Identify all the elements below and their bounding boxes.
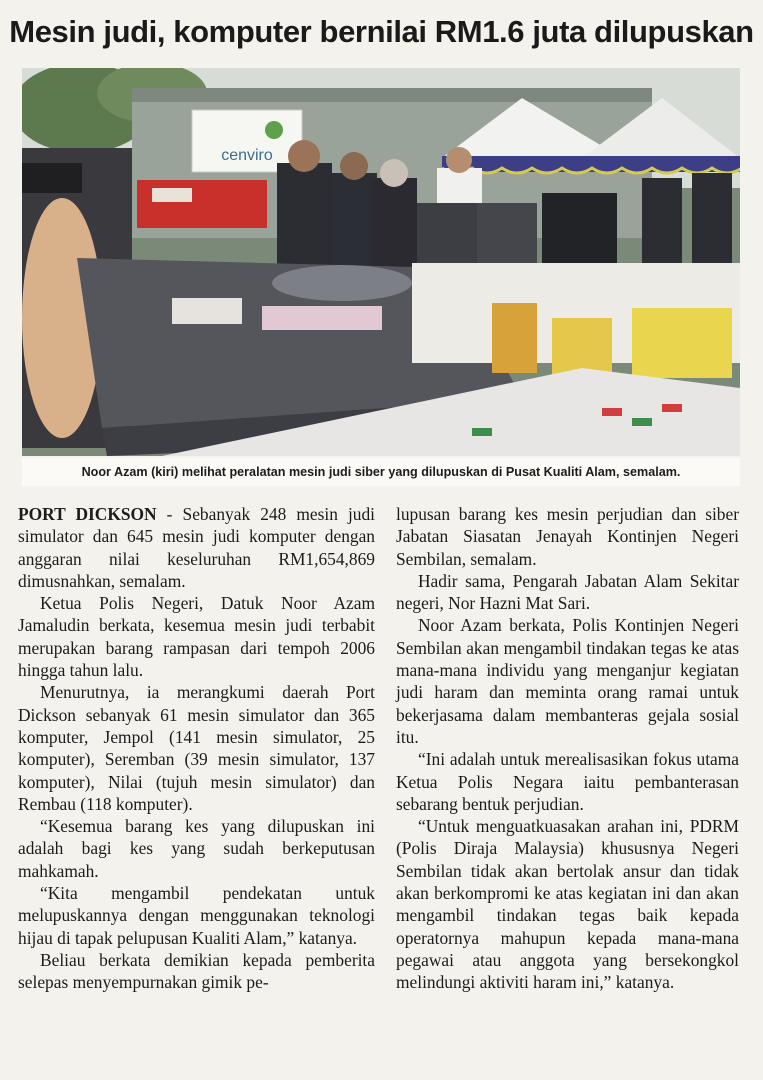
article-paragraph: Ketua Polis Negeri, Datuk Noor Azam Jamaludin berkata, kesemua mesin judi terbabit merupakan barang rampasan dari tempoh 2006 hingga tahun lalu. — [18, 593, 375, 681]
article-column-right — [396, 503, 739, 994]
photo-caption: Noor Azam (kiri) melihat peralatan mesin judi siber yang dilupuskan di Pusat Kualiti Alam, semalam. — [22, 458, 740, 486]
article-paragraph: Menurutnya, ia merangkumi daerah Port Dickson sebanyak 61 mesin simulator dan 365 komputer, Jempol (141 mesin simulator, 25 komputer), Seremban (39 mesin simulator, 137 komputer), Nilai (tujuh mesin simulator) dan Rembau (118 komputer). — [18, 682, 375, 814]
camera-icon — [22, 163, 82, 193]
computer-monitor — [542, 193, 617, 263]
article-paragraph: “Ini adalah untuk merealisasikan fokus utama Ketua Polis Negara iaitu pembanterasan sebarang bentuk perjudian. — [396, 749, 739, 814]
news-photo-illustration — [22, 68, 740, 456]
cenviro-logo-icon — [265, 121, 283, 139]
fire-truck — [137, 180, 267, 228]
article-paragraph: “Kita mengambil pendekatan untuk melupuskannya dengan menggunakan teknologi hijau di tapak pelupusan Kualiti Alam,” katanya. — [18, 883, 375, 948]
article-paragraph: lupusan barang kes mesin perjudian dan siber Jabatan Siasatan Jenayah Kontinjen Negeri Sembilan, semalam. — [396, 504, 739, 569]
headline: Mesin judi, komputer bernilai RM1.6 juta dilupuskan — [9, 14, 754, 49]
news-photo — [22, 68, 740, 456]
article-paragraph: Beliau berkata demikian kepada pemberita selepas menyempurnakan gimik pe- — [18, 949, 375, 993]
article-paragraph: “Untuk menguatkuasakan arahan ini, PDRM (Polis Diraja Malaysia) khususnya Negeri Sembilan tidak akan bertolak ansur dan tidak akan berkompromi ke atas kegiatan ini dan akan mengambil tindakan tegas baik kepada operatornya mahupun kepada mana-mana pegawai atau anggota yang bersekongkol melindungi aktiviti haram ini,” katanya. — [396, 816, 739, 993]
cenviro-sign-text: cenviro — [221, 147, 273, 164]
article-paragraph: PORT DICKSON - Sebanyak 248 mesin judi simulator dan 645 mesin judi komputer dengan anggaran nilai keseluruhan RM1,654,869 dimusnahkan, semalam. — [18, 504, 375, 591]
article-paragraph: Hadir sama, Pengarah Jabatan Alam Sekitar negeri, Nor Hazni Mat Sari. — [396, 570, 739, 614]
computer-monitor — [417, 203, 477, 263]
article-paragraph: Noor Azam berkata, Polis Kontinjen Negeri Sembilan akan mengambil tindakan tegas ke atas mana-mana individu yang menganjur kegiatan judi haram dan meminta orang ramai untuk bekerjasama dalam membanteras gejala sosial itu. — [396, 615, 739, 747]
article-column-left — [18, 503, 375, 994]
article-paragraph: “Kesemua barang kes yang dilupuskan ini adalah bagi kes yang sudah berkeputusan mahkamah. — [18, 816, 375, 881]
dateline: PORT DICKSON — [18, 504, 157, 524]
computer-monitor — [477, 203, 537, 263]
